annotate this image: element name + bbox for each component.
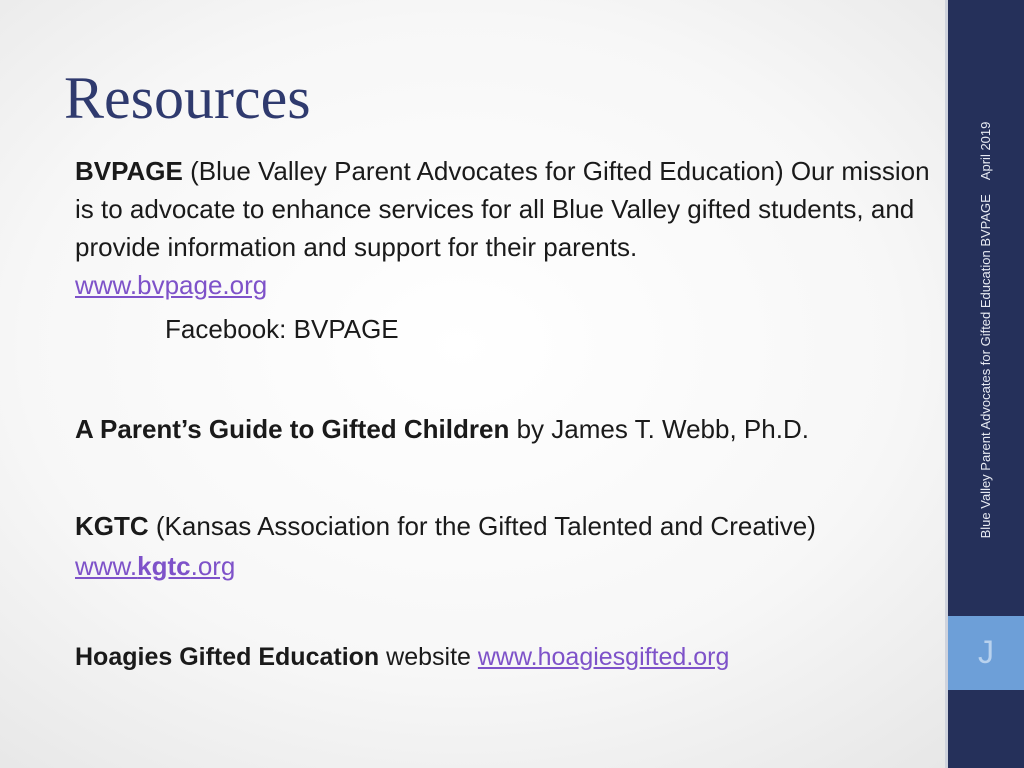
vertical-footer [978,50,994,610]
kgtc-link-domain: kgtc [137,551,191,581]
bvpage-description: (Blue Valley Parent Advocates for Gifted Education) Our mission is to advocate to enhance services for all Blue Valley gifted students, and provide information and support for their parents. [75,156,930,262]
hoagies-link[interactable]: www.hoagiesgifted.org [477,643,730,671]
footer-date: April 2019 [978,121,993,181]
book-author: by James T. Webb, Ph.D. [509,414,809,444]
hoagies-name: Hoagies Gifted Education [75,643,380,671]
bvpage-link[interactable]: www.bvpage.org [75,270,268,300]
kgtc-description: (Kansas Association for the Gifted Talented and Creative) [148,511,816,541]
slide-number: J [978,634,994,670]
bvpage-facebook: Facebook: BVPAGE [165,314,399,344]
bvpage-name: BVPAGE [75,156,183,186]
bvpage-entry [75,152,935,304]
kgtc-entry [75,506,935,586]
slide-number-tab [948,616,1024,690]
hoagies-description: website [379,643,478,671]
slide-title: Resources [64,65,311,131]
kgtc-link-suffix: .org [190,551,236,581]
kgtc-link-prefix: www. [75,551,138,581]
hoagies-entry [75,638,935,676]
book-title: A Parent’s Guide to Gifted Children [75,414,510,444]
footer-text: Blue Valley Parent Advocates for Gifted Education BVPAGE [978,194,993,539]
kgtc-name: KGTC [75,511,149,541]
resource-list [75,152,935,676]
kgtc-link[interactable] [75,551,235,581]
book-entry [75,410,935,448]
